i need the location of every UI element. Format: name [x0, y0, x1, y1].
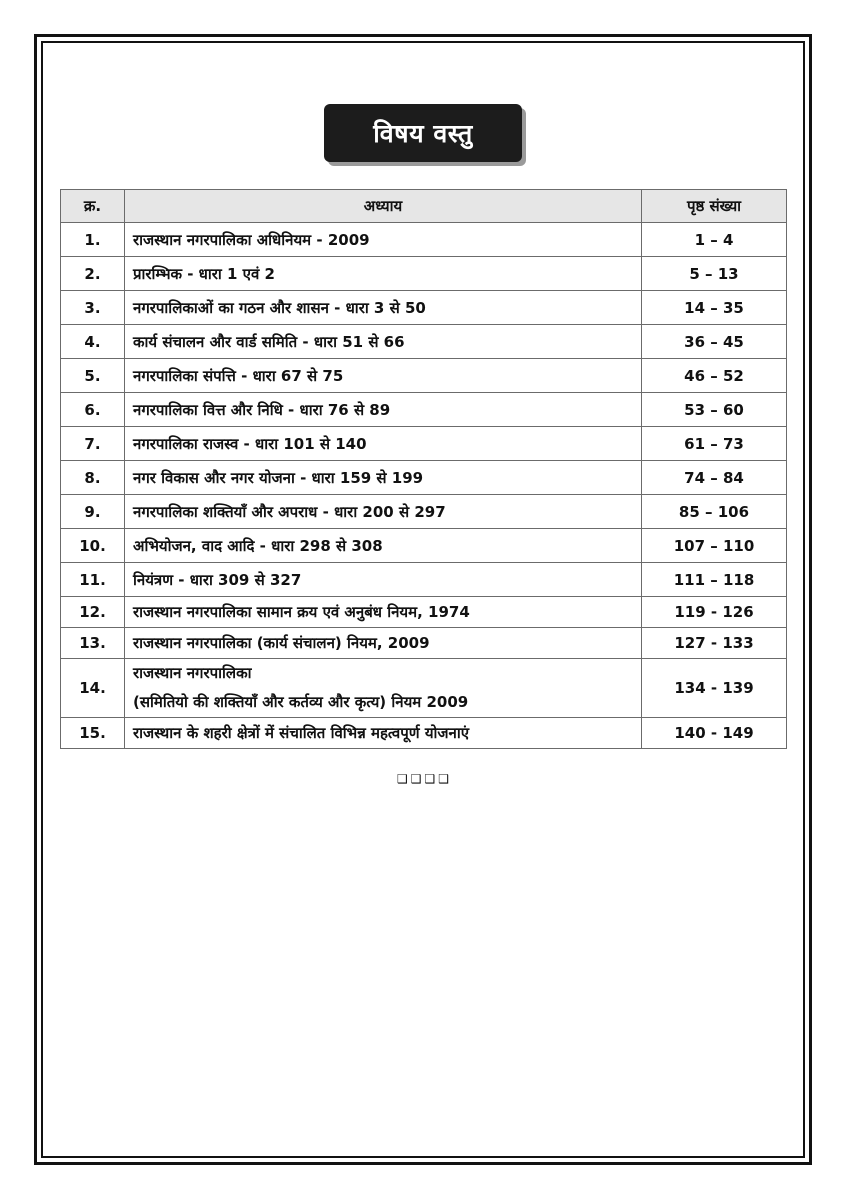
- row-number: 6.: [61, 393, 125, 427]
- row-pages: 5 – 13: [642, 257, 787, 291]
- row-pages: 107 – 110: [642, 529, 787, 563]
- row-pages: 119 - 126: [642, 597, 787, 628]
- row-number: 2.: [61, 257, 125, 291]
- row-pages: 14 – 35: [642, 291, 787, 325]
- title-banner: [324, 104, 522, 162]
- row-pages: 127 - 133: [642, 628, 787, 659]
- header-pages: पृष्ठ संख्या: [642, 190, 787, 223]
- table-row: [61, 223, 787, 257]
- table-row: [61, 628, 787, 659]
- row-number: 5.: [61, 359, 125, 393]
- row-number: 13.: [61, 628, 125, 659]
- row-number: 9.: [61, 495, 125, 529]
- row-chapter: अभियोजन, वाद आदि - धारा 298 से 308: [125, 529, 642, 563]
- row-pages: 53 – 60: [642, 393, 787, 427]
- row-chapter: नियंत्रण - धारा 309 से 327: [125, 563, 642, 597]
- row-number: 3.: [61, 291, 125, 325]
- row-chapter-line: राजस्थान नगरपालिका: [133, 664, 252, 682]
- row-chapter: [125, 659, 642, 718]
- table-row: [61, 529, 787, 563]
- row-number: 12.: [61, 597, 125, 628]
- header-chapter: अध्याय: [125, 190, 642, 223]
- end-of-section-marks: ❑❑❑❑: [396, 772, 453, 786]
- row-chapter: कार्य संचालन और वार्ड समिति - धारा 51 से 66: [125, 325, 642, 359]
- row-number: 7.: [61, 427, 125, 461]
- table-row: [61, 495, 787, 529]
- row-number: 11.: [61, 563, 125, 597]
- table-row: [61, 427, 787, 461]
- table-of-contents: [60, 189, 787, 749]
- table-row: [61, 325, 787, 359]
- row-chapter: नगरपालिका संपत्ति - धारा 67 से 75: [125, 359, 642, 393]
- table-row: [61, 291, 787, 325]
- page-title: विषय वस्तु: [324, 104, 522, 162]
- row-pages: 74 – 84: [642, 461, 787, 495]
- row-chapter: नगरपालिका वित्त और निधि - धारा 76 से 89: [125, 393, 642, 427]
- row-chapter: प्रारम्भिक - धारा 1 एवं 2: [125, 257, 642, 291]
- row-chapter: नगरपालिका राजस्व - धारा 101 से 140: [125, 427, 642, 461]
- table-row: [61, 359, 787, 393]
- row-number: 10.: [61, 529, 125, 563]
- table-row: [61, 659, 787, 718]
- row-chapter: नगरपालिका शक्तियाँ और अपराध - धारा 200 से 297: [125, 495, 642, 529]
- row-pages: 1 – 4: [642, 223, 787, 257]
- row-chapter: राजस्थान नगरपालिका (कार्य संचालन) नियम, 2009: [125, 628, 642, 659]
- header-row: [61, 190, 787, 223]
- row-pages: 36 – 45: [642, 325, 787, 359]
- table-row: [61, 718, 787, 749]
- table-row: [61, 461, 787, 495]
- row-number: 14.: [61, 659, 125, 718]
- row-number: 1.: [61, 223, 125, 257]
- row-pages: 85 – 106: [642, 495, 787, 529]
- table-row: [61, 563, 787, 597]
- row-chapter: राजस्थान के शहरी क्षेत्रों में संचालित विभिन्न महत्वपूर्ण योजनाएं: [125, 718, 642, 749]
- table-row: [61, 257, 787, 291]
- row-pages: 61 – 73: [642, 427, 787, 461]
- row-chapter-line: (समितियो की शक्तियाँ और कर्तव्य और कृत्य) नियम 2009: [133, 693, 469, 711]
- row-number: 8.: [61, 461, 125, 495]
- row-number: 4.: [61, 325, 125, 359]
- table-row: [61, 597, 787, 628]
- row-chapter: राजस्थान नगरपालिका अधिनियम - 2009: [125, 223, 642, 257]
- header-number: क्र.: [61, 190, 125, 223]
- row-number: 15.: [61, 718, 125, 749]
- row-pages: 134 - 139: [642, 659, 787, 718]
- row-pages: 46 – 52: [642, 359, 787, 393]
- row-pages: 140 - 149: [642, 718, 787, 749]
- row-chapter: नगरपालिकाओं का गठन और शासन - धारा 3 से 50: [125, 291, 642, 325]
- row-chapter: नगर विकास और नगर योजना - धारा 159 से 199: [125, 461, 642, 495]
- row-chapter: राजस्थान नगरपालिका सामान क्रय एवं अनुबंध नियम, 1974: [125, 597, 642, 628]
- table-row: [61, 393, 787, 427]
- row-pages: 111 – 118: [642, 563, 787, 597]
